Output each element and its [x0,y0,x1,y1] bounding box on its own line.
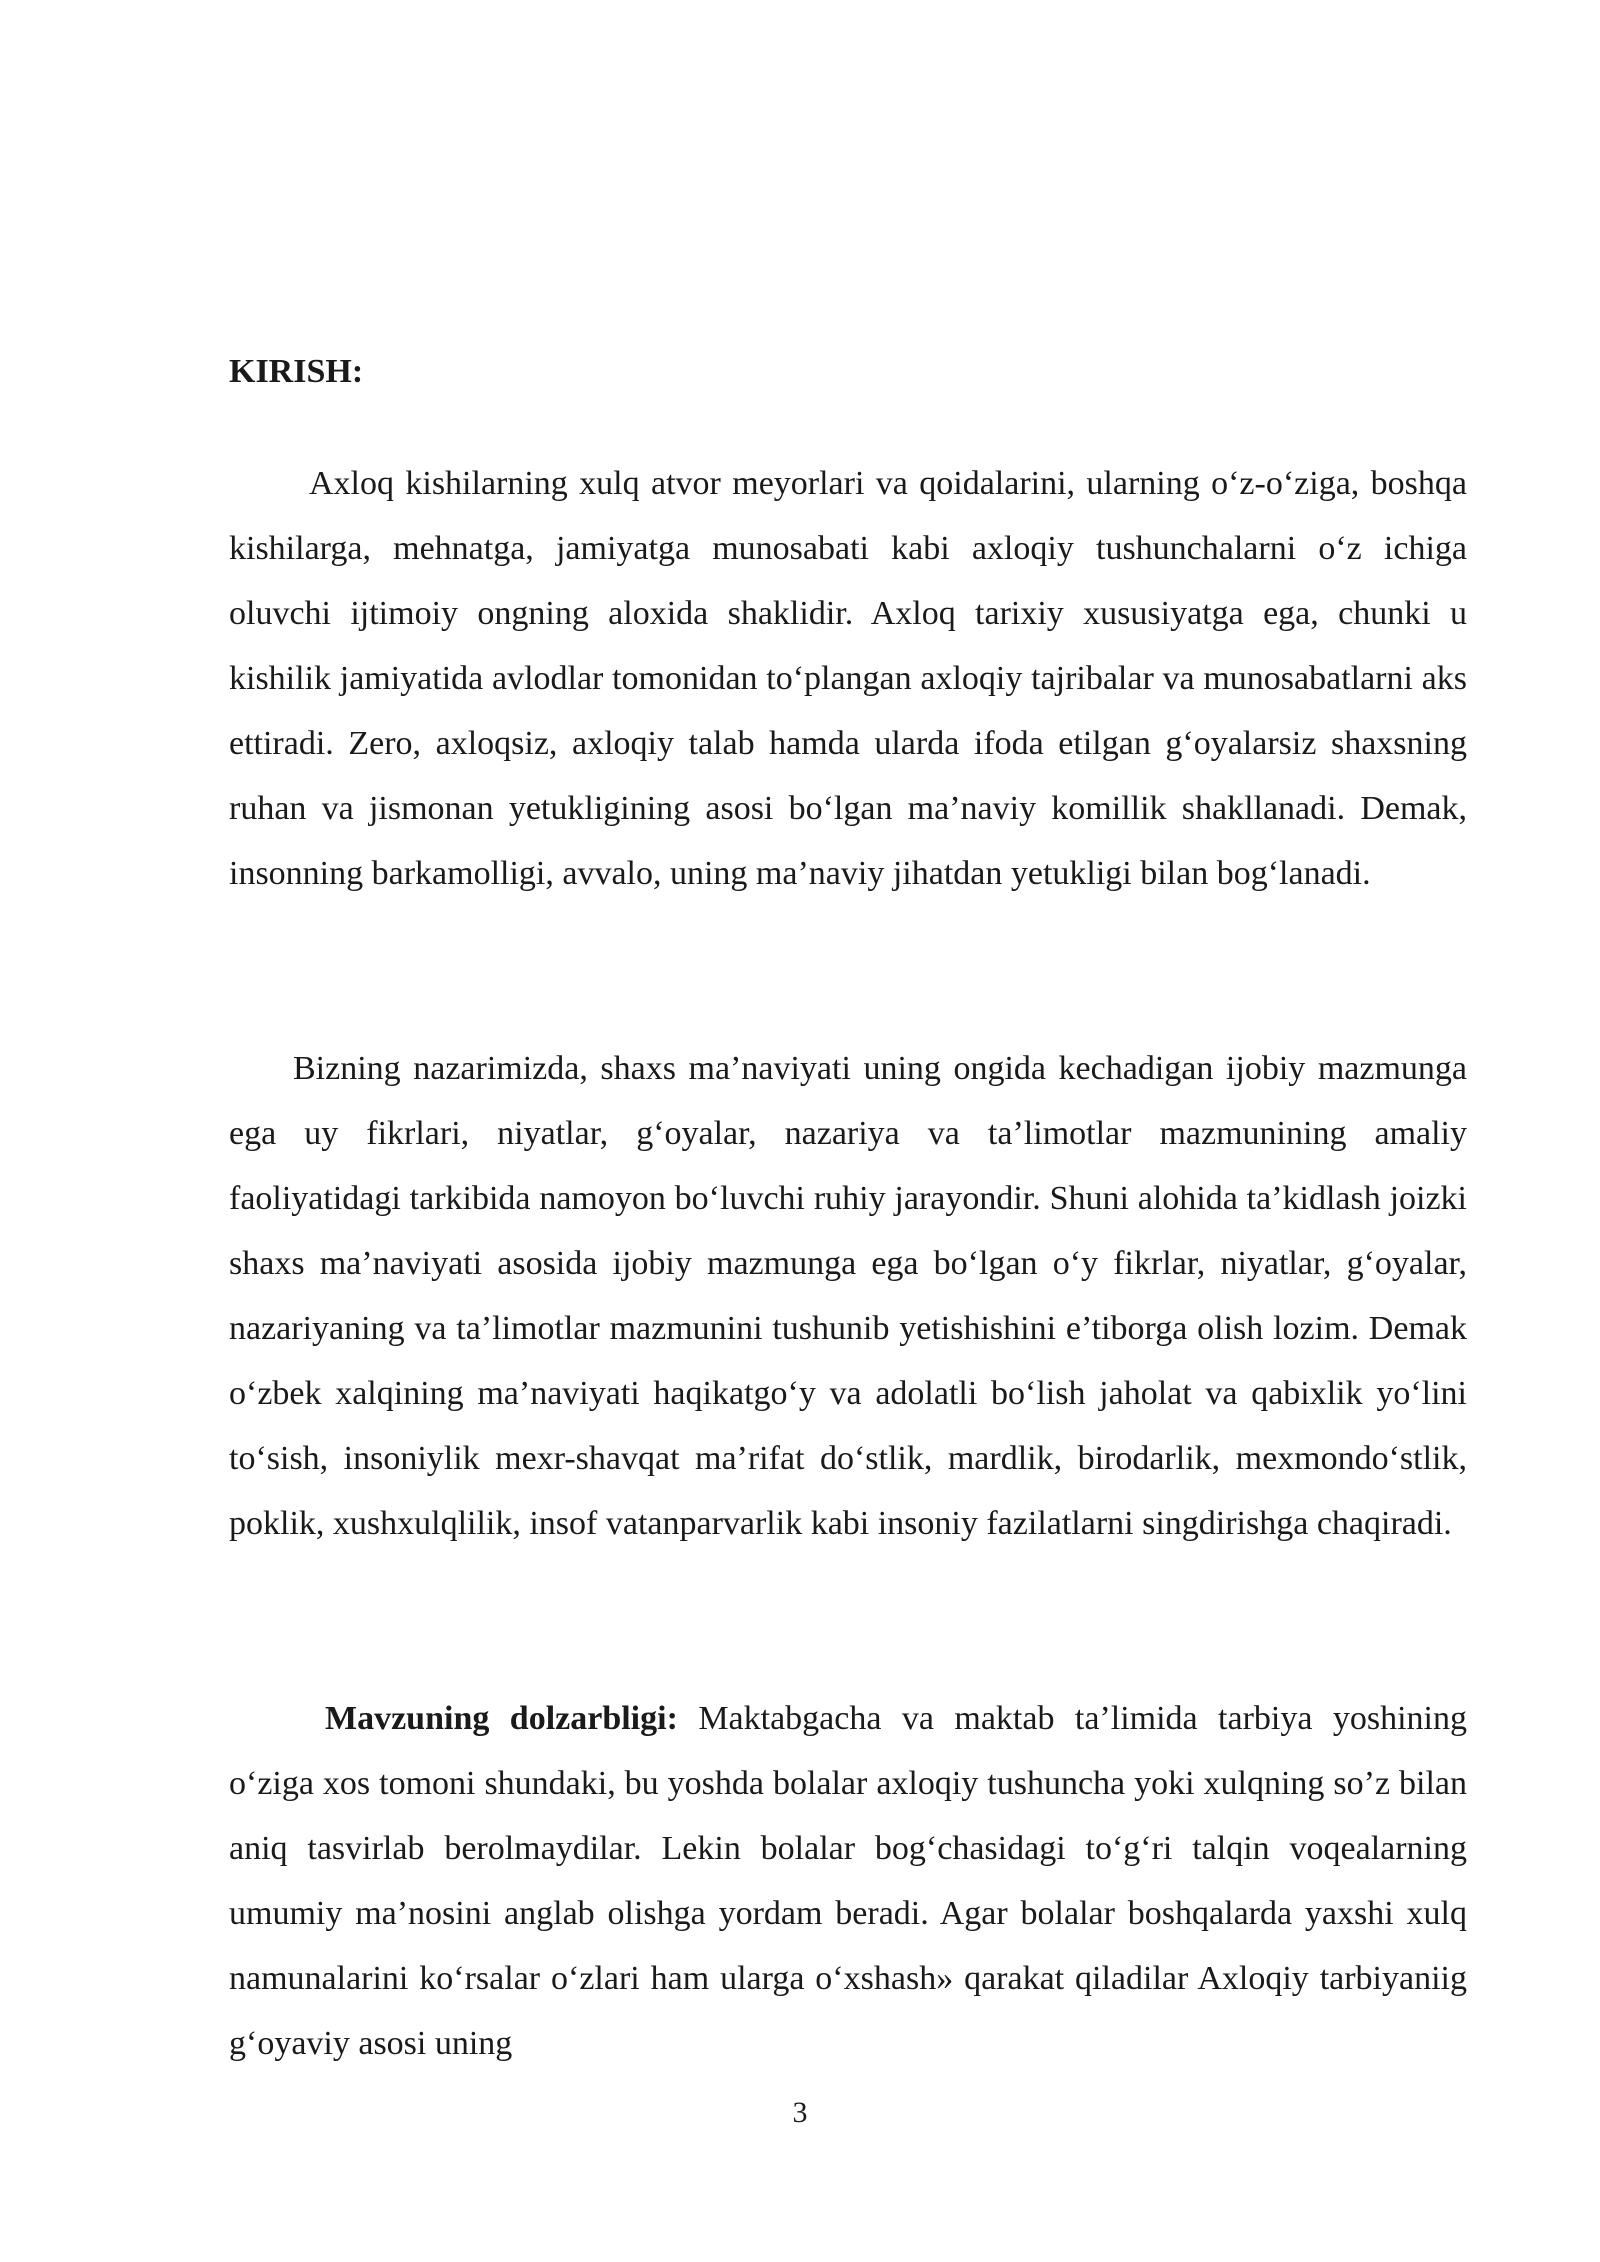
paragraph-1: Axloq kishilarning xulq atvor meyorlari va qoidalarini, ularning o‘z-o‘ziga, boshqa kishilarga, mehnatga, jamiyatga munosabati kabi axloqiy tushunchalarni o‘z ichiga oluvchi ijtimoiy ongning aloxida shaklidir. Axloq tarixiy xususiyatga ega, chunki u kishilik jamiyatida avlodlar tomonidan to‘plangan axloqiy tajribalar va munosabatlarni aks ettiradi. Zero, axloqsiz, axloqiy talab hamda ularda ifoda etilgan g‘oyalarsiz shaxsning ruhan va jismonan yetukligining asosi bo‘lgan ma’naviy komillik shakllanadi. Demak, insonning barkamolligi, avvalo, uning ma’naviy jihatdan yetukligi bilan bog‘lanadi. [229,465,1467,892]
paragraph-3-lead: Mavzuning dolzarbligi: [325,1700,678,1737]
page-number: 3 [792,2096,808,2129]
paragraph-3 [229,1686,1467,2076]
paragraph-3-text: Maktabgacha va maktab ta’limida tarbiya yoshining o‘ziga xos tomoni shundaki, bu yoshda bolalar axloqiy tushuncha yoki xulqning so’z bilan aniq tasvirlab berolmaydilar. Lekin bolalar bog‘chasidagi to‘g‘ri talqin voqealarning umumiy ma’nosini anglab olishga yordam beradi. Agar bolalar boshqalarda yaxshi xulq namunalarini ko‘rsalar o‘zlari ham ularga o‘xshash» qarakat qiladilar Axloqiy tarbiyaniig g‘oyaviy asosi uning [229,1700,1467,2062]
section-heading: KIRISH: [229,353,364,390]
paragraph-2: Bizning nazarimizda, shaxs ma’naviyati uning ongida kechadigan ijobiy mazmunga ega uy fikrlari, niyatlar, g‘oyalar, nazariya va ta’limotlar mazmunining amaliy faoliyatidagi tarkibida namoyon bo‘luvchi ruhiy jarayondir. Shuni alohida ta’kidlash joizki shaxs ma’naviyati asosida ijobiy mazmunga ega bo‘lgan o‘y fikrlar, niyatlar, g‘oyalar, nazariyaning va ta’limotlar mazmunini tushunib yetishishini e’tiborga olish lozim. Demak o‘zbek xalqining ma’naviyati haqikatgo‘y va adolatli bo‘lish jaholat va qabixlik yo‘lini to‘sish, insoniylik mexr-shavqat ma’rifat do‘stlik, mardlik, birodarlik, mexmondo‘stlik, poklik, xushxulqlilik, insof vatanparvarlik kabi insoniy fazilatlarni singdirishga chaqiradi. [229,1050,1467,1542]
